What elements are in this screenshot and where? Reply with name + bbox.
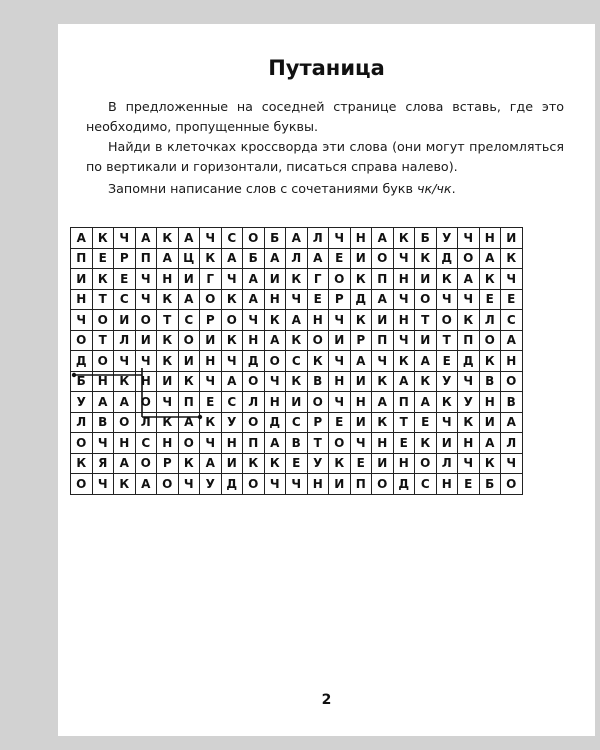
grid-cell: О bbox=[458, 248, 480, 269]
grid-cell: Е bbox=[200, 392, 222, 413]
grid-cell: Т bbox=[157, 310, 179, 331]
grid-cell: П bbox=[178, 392, 200, 413]
grid-cell: Ч bbox=[135, 289, 157, 310]
grid-cell: Л bbox=[135, 412, 157, 433]
grid-cell: И bbox=[178, 269, 200, 290]
grid-cell: П bbox=[350, 474, 372, 495]
grid-cell: О bbox=[307, 392, 329, 413]
grid-cell: Ч bbox=[264, 371, 286, 392]
grid-cell: О bbox=[372, 474, 394, 495]
grid-cell: Ч bbox=[200, 433, 222, 454]
grid-cell: С bbox=[286, 412, 308, 433]
grid-cell: Н bbox=[157, 433, 179, 454]
grid-cell: О bbox=[71, 474, 93, 495]
grid-cell: К bbox=[479, 453, 501, 474]
grid-cell: И bbox=[436, 433, 458, 454]
grid-cell: Е bbox=[415, 412, 437, 433]
grid-cell: Р bbox=[114, 248, 136, 269]
grid-cell: И bbox=[415, 269, 437, 290]
grid-cell: А bbox=[178, 228, 200, 249]
grid-cell: К bbox=[178, 453, 200, 474]
grid-cell: Н bbox=[157, 269, 179, 290]
grid-cell: А bbox=[479, 248, 501, 269]
grid-cell: И bbox=[157, 371, 179, 392]
grid-cell: И bbox=[350, 371, 372, 392]
grid-cell: К bbox=[114, 371, 136, 392]
grid-cell: А bbox=[350, 351, 372, 372]
grid-cell: Д bbox=[71, 351, 93, 372]
grid-cell: Н bbox=[114, 433, 136, 454]
grid-cell: А bbox=[178, 289, 200, 310]
page-title: Путаница bbox=[268, 56, 385, 80]
grid-cell: У bbox=[307, 453, 329, 474]
grid-cell: К bbox=[243, 453, 265, 474]
grid-cell: Н bbox=[479, 392, 501, 413]
grid-cell: Е bbox=[350, 453, 372, 474]
grid-cell: Ч bbox=[92, 474, 114, 495]
grid-cell: С bbox=[221, 228, 243, 249]
grid-cell: Л bbox=[436, 453, 458, 474]
grid-cell: Ч bbox=[157, 392, 179, 413]
grid-cell: Р bbox=[200, 310, 222, 331]
grid-cell: О bbox=[157, 474, 179, 495]
grid-cell: Л bbox=[286, 248, 308, 269]
grid-cell: С bbox=[286, 351, 308, 372]
grid-cell: К bbox=[157, 289, 179, 310]
grid-row bbox=[71, 371, 523, 392]
grid-cell: Б bbox=[71, 371, 93, 392]
grid-cell: К bbox=[350, 269, 372, 290]
grid-cell: Л bbox=[479, 310, 501, 331]
grid-row bbox=[71, 453, 523, 474]
grid-cell: Ч bbox=[458, 289, 480, 310]
grid-cell: А bbox=[372, 392, 394, 413]
grid-cell: К bbox=[415, 371, 437, 392]
grid-cell: Н bbox=[135, 371, 157, 392]
instruction-end: . bbox=[451, 181, 456, 196]
grid-cell: Л bbox=[243, 392, 265, 413]
grid-cell: П bbox=[372, 269, 394, 290]
grid-cell: Т bbox=[92, 289, 114, 310]
grid-cell: И bbox=[200, 330, 222, 351]
grid-cell: Ч bbox=[458, 453, 480, 474]
grid-cell: Н bbox=[393, 310, 415, 331]
grid-row bbox=[71, 433, 523, 454]
grid-cell: А bbox=[221, 248, 243, 269]
grid-cell: Д bbox=[243, 351, 265, 372]
grid-cell: Г bbox=[200, 269, 222, 290]
grid-cell: Ч bbox=[71, 310, 93, 331]
grid-cell: А bbox=[135, 228, 157, 249]
grid-cell: С bbox=[114, 289, 136, 310]
grid-cell: Н bbox=[350, 392, 372, 413]
grid-cell: И bbox=[329, 474, 351, 495]
grid-cell: Е bbox=[114, 269, 136, 290]
grid-cell: Ч bbox=[286, 474, 308, 495]
grid-cell: О bbox=[178, 433, 200, 454]
grid-cell: Е bbox=[307, 289, 329, 310]
grid-cell: О bbox=[221, 310, 243, 331]
grid-cell: А bbox=[372, 289, 394, 310]
grid-cell: А bbox=[501, 330, 523, 351]
grid-cell: П bbox=[243, 433, 265, 454]
grid-cell: А bbox=[264, 248, 286, 269]
letter-combination: чк/чк bbox=[416, 181, 452, 196]
grid-cell: Т bbox=[415, 310, 437, 331]
grid-cell: К bbox=[221, 289, 243, 310]
instruction-paragraph-1: В предложенные на соседней странице слова вставь, где это необходимо, пропущенные буквы. bbox=[86, 99, 564, 134]
grid-cell: И bbox=[350, 248, 372, 269]
grid-cell: И bbox=[350, 412, 372, 433]
grid-cell: Т bbox=[92, 330, 114, 351]
grid-cell: В bbox=[501, 392, 523, 413]
grid-cell: А bbox=[415, 392, 437, 413]
instruction-text: Запомни написание слов с сочетаниями букв bbox=[108, 181, 417, 196]
grid-cell: К bbox=[393, 228, 415, 249]
instruction-paragraph-3 bbox=[86, 179, 564, 199]
grid-cell: И bbox=[415, 330, 437, 351]
grid-cell: Ч bbox=[221, 351, 243, 372]
grid-cell: У bbox=[458, 392, 480, 413]
grid-cell: В bbox=[92, 412, 114, 433]
grid-cell: О bbox=[135, 453, 157, 474]
grid-cell: А bbox=[114, 392, 136, 413]
grid-cell: Ч bbox=[350, 433, 372, 454]
grid-cell: А bbox=[71, 228, 93, 249]
grid-cell: Л bbox=[71, 412, 93, 433]
grid-cell: В bbox=[307, 371, 329, 392]
grid-cell: Е bbox=[436, 351, 458, 372]
grid-cell: П bbox=[393, 392, 415, 413]
grid-cell: И bbox=[501, 228, 523, 249]
grid-cell: Ч bbox=[200, 228, 222, 249]
grid-cell: А bbox=[135, 474, 157, 495]
grid-cell: К bbox=[221, 330, 243, 351]
grid-cell: К bbox=[372, 412, 394, 433]
grid-cell: Ч bbox=[200, 371, 222, 392]
grid-cell: Е bbox=[458, 474, 480, 495]
grid-cell: И bbox=[135, 330, 157, 351]
grid-row bbox=[71, 474, 523, 495]
grid-cell: Ч bbox=[221, 269, 243, 290]
grid-cell: И bbox=[286, 392, 308, 413]
grid-cell: О bbox=[135, 392, 157, 413]
instruction-paragraph-2: Найди в клеточках кроссворда эти слова (они могут преломляться по вертикали и горизонтали, писаться справа налево). bbox=[86, 139, 564, 174]
grid-row bbox=[71, 392, 523, 413]
grid-cell: Н bbox=[264, 392, 286, 413]
grid-cell: О bbox=[243, 474, 265, 495]
grid-cell: К bbox=[307, 351, 329, 372]
grid-cell: К bbox=[157, 351, 179, 372]
grid-cell: И bbox=[329, 330, 351, 351]
word-search-grid bbox=[70, 227, 523, 495]
grid-cell: Ц bbox=[178, 248, 200, 269]
grid-cell: А bbox=[264, 433, 286, 454]
grid-cell: К bbox=[157, 330, 179, 351]
grid-cell: К bbox=[157, 412, 179, 433]
grid-cell: О bbox=[479, 330, 501, 351]
grid-cell: Ч bbox=[264, 474, 286, 495]
grid-cell: К bbox=[458, 310, 480, 331]
grid-cell: Н bbox=[264, 289, 286, 310]
grid-cell: Ч bbox=[286, 289, 308, 310]
grid-cell: Б bbox=[264, 228, 286, 249]
grid-cell: Ч bbox=[436, 289, 458, 310]
grid-cell: Ч bbox=[114, 351, 136, 372]
grid-cell: Л bbox=[307, 228, 329, 249]
grid-cell: Н bbox=[71, 289, 93, 310]
grid-cell: Ч bbox=[458, 371, 480, 392]
grid-cell: В bbox=[286, 433, 308, 454]
grid-cell: С bbox=[501, 310, 523, 331]
grid-cell: Н bbox=[479, 228, 501, 249]
grid-cell: А bbox=[372, 228, 394, 249]
grid-cell: П bbox=[372, 330, 394, 351]
grid-cell: К bbox=[479, 351, 501, 372]
grid-cell: Е bbox=[286, 453, 308, 474]
grid-cell: О bbox=[92, 351, 114, 372]
grid-cell: О bbox=[71, 433, 93, 454]
grid-row bbox=[71, 310, 523, 331]
grid-cell: Т bbox=[436, 330, 458, 351]
grid-cell: К bbox=[436, 392, 458, 413]
grid-cell: К bbox=[92, 269, 114, 290]
grid-cell: К bbox=[479, 269, 501, 290]
grid-cell: А bbox=[286, 310, 308, 331]
grid-row bbox=[71, 269, 523, 290]
grid-cell: Б bbox=[415, 228, 437, 249]
grid-cell: Е bbox=[329, 248, 351, 269]
grid-cell: Н bbox=[200, 351, 222, 372]
grid-cell: К bbox=[200, 412, 222, 433]
grid-cell: Е bbox=[501, 289, 523, 310]
grid-row bbox=[71, 330, 523, 351]
grid-cell: А bbox=[501, 412, 523, 433]
grid-cell: В bbox=[479, 371, 501, 392]
grid-cell: К bbox=[415, 248, 437, 269]
grid-cell: О bbox=[71, 330, 93, 351]
grid-cell: И bbox=[221, 453, 243, 474]
grid-cell: Ч bbox=[458, 228, 480, 249]
grid-cell: К bbox=[92, 228, 114, 249]
grid-cell: А bbox=[243, 289, 265, 310]
grid-cell: А bbox=[415, 351, 437, 372]
grid-cell: К bbox=[436, 269, 458, 290]
grid-cell: К bbox=[200, 248, 222, 269]
grid-cell: Д bbox=[350, 289, 372, 310]
grid-cell: Н bbox=[393, 269, 415, 290]
grid-cell: Ч bbox=[92, 433, 114, 454]
grid-cell: Ч bbox=[114, 228, 136, 249]
grid-cell: Д bbox=[393, 474, 415, 495]
grid-cell: Р bbox=[329, 289, 351, 310]
grid-cell: Б bbox=[243, 248, 265, 269]
grid-cell: Р bbox=[307, 412, 329, 433]
grid-cell: С bbox=[178, 310, 200, 331]
grid-cell: А bbox=[200, 453, 222, 474]
grid-cell: П bbox=[71, 248, 93, 269]
grid-cell: У bbox=[200, 474, 222, 495]
grid-cell: А bbox=[307, 248, 329, 269]
grid-cell: О bbox=[307, 330, 329, 351]
grid-cell: Е bbox=[329, 412, 351, 433]
grid-cell: А bbox=[157, 248, 179, 269]
grid-cell: Н bbox=[393, 453, 415, 474]
grid-cell: Т bbox=[307, 433, 329, 454]
grid-cell: К bbox=[178, 371, 200, 392]
page-number: 2 bbox=[321, 692, 332, 708]
grid-cell: Ч bbox=[135, 269, 157, 290]
grid-cell: О bbox=[329, 433, 351, 454]
grid-cell: О bbox=[114, 412, 136, 433]
grid-cell: Д bbox=[458, 351, 480, 372]
grid-cell: О bbox=[436, 310, 458, 331]
grid-cell: Н bbox=[329, 371, 351, 392]
grid-cell: К bbox=[264, 453, 286, 474]
grid-cell: К bbox=[286, 269, 308, 290]
grid-cell: О bbox=[243, 412, 265, 433]
grid-row bbox=[71, 412, 523, 433]
grid-cell: Н bbox=[307, 310, 329, 331]
grid-cell: И bbox=[479, 412, 501, 433]
grid-cell: И bbox=[71, 269, 93, 290]
grid-cell: Ч bbox=[393, 248, 415, 269]
grid-cell: О bbox=[178, 330, 200, 351]
grid-cell: Е bbox=[92, 248, 114, 269]
grid-cell: Е bbox=[479, 289, 501, 310]
grid-cell: У bbox=[71, 392, 93, 413]
grid-cell: Л bbox=[114, 330, 136, 351]
grid-cell: О bbox=[501, 474, 523, 495]
grid-cell: О bbox=[415, 289, 437, 310]
grid-cell: Ч bbox=[436, 412, 458, 433]
grid-cell: И bbox=[264, 269, 286, 290]
grid-cell: О bbox=[243, 371, 265, 392]
grid-cell: Ч bbox=[501, 269, 523, 290]
grid-cell: Ч bbox=[178, 474, 200, 495]
grid-cell: Р bbox=[350, 330, 372, 351]
grid-cell: К bbox=[71, 453, 93, 474]
grid-cell: У bbox=[436, 228, 458, 249]
grid-cell: О bbox=[135, 310, 157, 331]
grid-row bbox=[71, 351, 523, 372]
grid-cell: О bbox=[501, 371, 523, 392]
grid-cell: К bbox=[501, 248, 523, 269]
grid-cell: О bbox=[200, 289, 222, 310]
grid-cell: К bbox=[329, 453, 351, 474]
grid-cell: К bbox=[415, 433, 437, 454]
grid-cell: Ч bbox=[243, 310, 265, 331]
grid-cell: К bbox=[393, 351, 415, 372]
grid-cell: К bbox=[350, 310, 372, 331]
grid-cell: Ч bbox=[501, 453, 523, 474]
grid-cell: А bbox=[221, 371, 243, 392]
grid-cell: Ч bbox=[393, 330, 415, 351]
grid-cell: К bbox=[114, 474, 136, 495]
grid-row bbox=[71, 248, 523, 269]
grid-cell: К bbox=[264, 310, 286, 331]
grid-cell: К bbox=[286, 330, 308, 351]
page bbox=[58, 24, 595, 736]
grid-cell: О bbox=[264, 351, 286, 372]
grid-cell: Ч bbox=[329, 351, 351, 372]
grid-cell: А bbox=[178, 412, 200, 433]
grid-cell: К bbox=[372, 371, 394, 392]
grid-cell: О bbox=[243, 228, 265, 249]
grid-cell: С bbox=[415, 474, 437, 495]
grid-cell: О bbox=[329, 269, 351, 290]
grid-cell: Г bbox=[307, 269, 329, 290]
grid-cell: А bbox=[286, 228, 308, 249]
grid-cell: Н bbox=[221, 433, 243, 454]
grid-cell: Т bbox=[393, 412, 415, 433]
grid-cell: К bbox=[157, 228, 179, 249]
grid-row bbox=[71, 289, 523, 310]
grid-cell: С bbox=[221, 392, 243, 413]
grid-cell: Б bbox=[479, 474, 501, 495]
grid-cell: П bbox=[458, 330, 480, 351]
grid-cell: Н bbox=[458, 433, 480, 454]
grid-cell: И bbox=[178, 351, 200, 372]
grid-cell: Н bbox=[501, 351, 523, 372]
grid-cell: У bbox=[221, 412, 243, 433]
grid-cell: Н bbox=[372, 433, 394, 454]
grid-cell: Ч bbox=[393, 289, 415, 310]
grid-cell: А bbox=[393, 371, 415, 392]
grid-cell: Л bbox=[501, 433, 523, 454]
grid-cell: О bbox=[372, 248, 394, 269]
grid-cell: Н bbox=[243, 330, 265, 351]
grid-cell: Е bbox=[393, 433, 415, 454]
grid-cell: Р bbox=[157, 453, 179, 474]
grid-cell: Ч bbox=[329, 228, 351, 249]
grid-cell: Н bbox=[350, 228, 372, 249]
grid-cell: А bbox=[243, 269, 265, 290]
grid-cell: Ч bbox=[135, 351, 157, 372]
grid-cell: Я bbox=[92, 453, 114, 474]
grid-cell: К bbox=[286, 371, 308, 392]
grid-cell: Д bbox=[221, 474, 243, 495]
grid-cell: А bbox=[264, 330, 286, 351]
grid-cell: А bbox=[458, 269, 480, 290]
grid-cell: А bbox=[114, 453, 136, 474]
grid-row bbox=[71, 228, 523, 249]
grid-cell: Ч bbox=[329, 310, 351, 331]
grid-cell: А bbox=[92, 392, 114, 413]
grid-cell: П bbox=[135, 248, 157, 269]
grid-cell: Ч bbox=[329, 392, 351, 413]
grid-cell: И bbox=[372, 310, 394, 331]
grid-cell: И bbox=[372, 453, 394, 474]
grid-cell: Н bbox=[307, 474, 329, 495]
grid-cell: О bbox=[92, 310, 114, 331]
grid-cell: Н bbox=[92, 371, 114, 392]
grid-cell: К bbox=[458, 412, 480, 433]
grid-cell: Д bbox=[436, 248, 458, 269]
grid-cell: С bbox=[135, 433, 157, 454]
grid-cell: Ч bbox=[372, 351, 394, 372]
grid-cell: И bbox=[114, 310, 136, 331]
grid-cell: А bbox=[479, 433, 501, 454]
grid-cell: Д bbox=[264, 412, 286, 433]
grid-cell: О bbox=[415, 453, 437, 474]
grid-cell: Н bbox=[436, 474, 458, 495]
grid-cell: У bbox=[436, 371, 458, 392]
